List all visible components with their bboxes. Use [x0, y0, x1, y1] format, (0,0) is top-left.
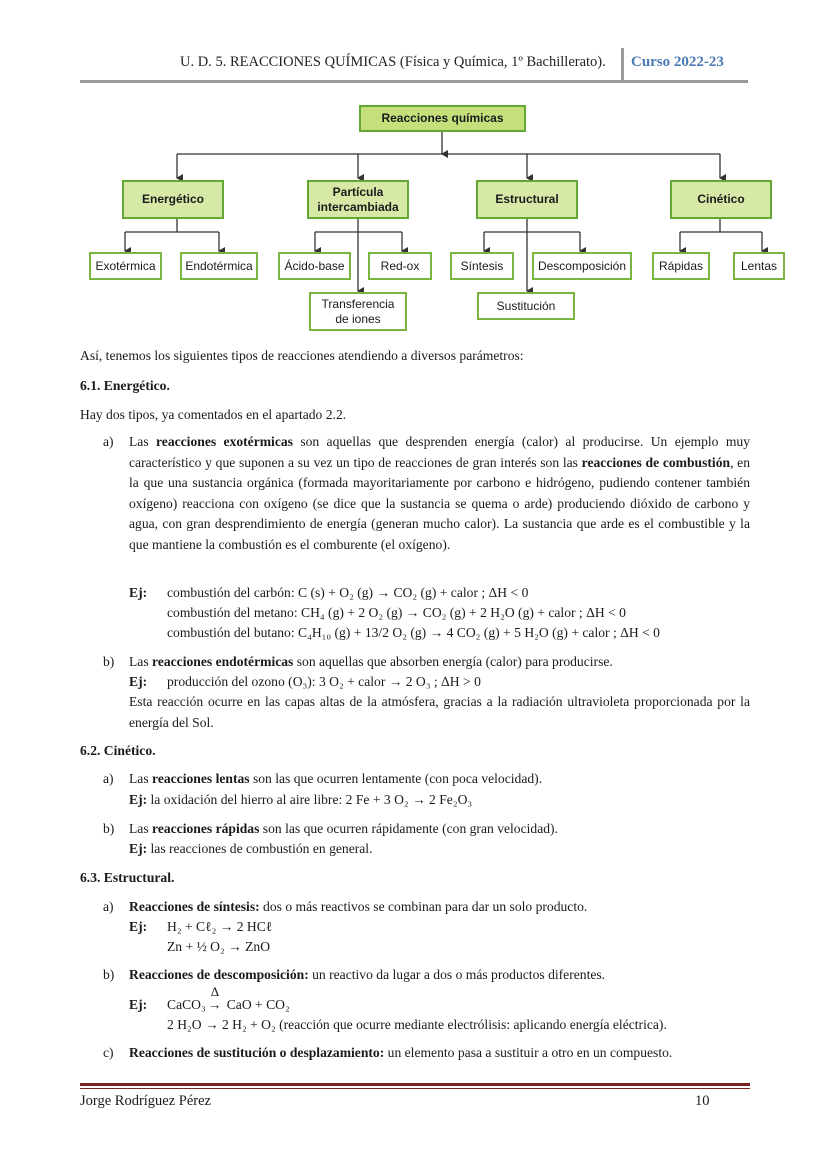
diagram-leaf-descomposicion: Descomposición	[532, 252, 632, 280]
diagram-node-estructural: Estructural	[476, 180, 578, 219]
item-marker: a)	[103, 899, 114, 914]
equation-caco3	[167, 984, 290, 1016]
diagram-leaf-endotermica: Endotérmica	[180, 252, 258, 280]
diagram-node-particula-line1: Partícula	[332, 185, 384, 200]
example-label: Ej:	[129, 919, 148, 934]
page-number: 10	[695, 1093, 710, 1109]
text-run: son las que ocurren lentamente (con poca velocidad).	[249, 771, 543, 786]
item-marker: a)	[103, 771, 114, 786]
section-6-2-heading: 6.2. Cinético.	[80, 743, 156, 758]
footer-author: Jorge Rodríguez Pérez	[80, 1093, 211, 1109]
header-course: Curso 2022-23	[631, 54, 724, 70]
term-endotermicas: reacciones endotérmicas	[152, 654, 294, 669]
diagram-leaf-transferencia-line2: de iones	[335, 311, 381, 326]
diagram-leaf-sintesis: Síntesis	[450, 252, 514, 280]
equation-methane: combustión del metano: CH₄ (g) + 2 O₂ (g) → CO₂ (g) + 2 H₂O (g) + calor ; ΔH < 0	[167, 605, 626, 620]
item-marker: b)	[103, 654, 115, 669]
footer-rule	[80, 1083, 750, 1086]
example-label: Ej:	[129, 674, 148, 689]
equation-ozone: producción del ozono (O₃): 3 O₂ + calor → 2 O₃ ; ΔH > 0	[167, 674, 481, 689]
equation-hcl: H₂ + Cℓ₂ → 2 HCℓ	[167, 919, 273, 934]
item-marker: c)	[103, 1045, 114, 1060]
term-combustion: reacciones de combustión	[581, 454, 731, 470]
slow-reactions-paragraph	[129, 769, 542, 790]
fast-reactions-example	[129, 839, 372, 860]
equation-electrolysis: 2 H₂O → 2 H₂ + O₂ (reacción que ocurre mediante electrólisis: aplicando energía eléctrica).	[167, 1017, 667, 1032]
decomposition-paragraph	[129, 965, 605, 986]
heat-arrow	[207, 984, 222, 1016]
slow-reactions-example	[129, 790, 472, 811]
diagram-leaf-transferencia	[309, 292, 407, 331]
example-label: Ej:	[129, 997, 148, 1012]
text-run: son aquellas que absorben energía (calor) para producirse.	[293, 654, 613, 669]
equation-carbon: combustión del carbón: C (s) + O₂ (g) → CO₂ (g) + calor ; ΔH < 0	[167, 585, 529, 600]
item-marker: b)	[103, 821, 115, 836]
equation-zno: Zn + ½ O₂ → ZnO	[167, 939, 271, 954]
diagram-leaf-red-ox: Red-ox	[368, 252, 432, 280]
text-run: Las	[129, 654, 153, 669]
text-run: , en la que una sustancia orgánica (formada mayoritariamente por carbono e hidrógeno, pudiendo contener también oxígeno) reacciona con oxígeno (se dice que la sustancia se quema o arde) produciendo dióxido de carbono y agua, con gran desprendimiento de energía (generan mucho calor). La sustancia que arde es el combustible y la que mantiene la combustión es el comburente (el oxígeno).	[129, 454, 751, 552]
equation-butane: combustión del butano: C₄H₁₀ (g) + 13/2 O₂ (g) → 4 CO₂ (g) + 5 H₂O (g) + calor ; ΔH < 0	[167, 625, 660, 640]
text-run: un reactivo da lugar a dos o más productos diferentes.	[308, 967, 606, 982]
diagram-root-node: Reacciones químicas	[359, 105, 526, 132]
example-label: Ej:	[129, 841, 148, 856]
diagram-leaf-sustitucion: Sustitución	[477, 292, 575, 320]
text-run: un elemento pasa a sustituir a otro en un compuesto.	[384, 1045, 673, 1060]
ozone-note: Esta reacción ocurre en las capas altas de la atmósfera, gracias a la radiación ultravioleta proporcionada por la energía del Sol.	[129, 694, 750, 730]
fast-reactions-paragraph	[129, 819, 558, 840]
text-run: Las	[129, 771, 153, 786]
diagram-leaf-transferencia-line1: Transferencia	[321, 297, 395, 312]
example-text: las reacciones de combustión en general.	[147, 841, 373, 856]
diagram-node-particula	[307, 180, 409, 219]
term-sintesis: Reacciones de síntesis:	[129, 899, 260, 914]
arrow-icon: →	[207, 997, 222, 1012]
equation-iron: la oxidación del hierro al aire libre: 2 Fe + 3 O₂ → 2 Fe₂O₃	[147, 792, 473, 807]
term-descomposicion: Reacciones de descomposición:	[129, 967, 309, 982]
section-6-3-heading: 6.3. Estructural.	[80, 870, 175, 885]
example-label: Ej:	[129, 585, 148, 600]
classification-diagram-connectors	[0, 0, 828, 340]
term-rapidas: reacciones rápidas	[152, 821, 260, 836]
diagram-leaf-acido-base: Ácido-base	[278, 252, 351, 280]
substitution-paragraph	[129, 1043, 672, 1064]
text-run: Las	[129, 434, 156, 449]
section-6-1-heading: 6.1. Energético.	[80, 378, 170, 393]
diagram-leaf-rapidas: Rápidas	[652, 252, 710, 280]
intro-paragraph: Así, tenemos los siguientes tipos de reacciones atendiendo a diversos parámetros:	[80, 348, 524, 363]
diagram-node-particula-line2: intercambiada	[317, 199, 399, 214]
endothermic-paragraph	[129, 652, 613, 673]
example-label: Ej:	[129, 792, 148, 807]
text-run: son las que ocurren rápidamente (con gran velocidad).	[259, 821, 558, 836]
footer-rule-thin	[80, 1088, 750, 1089]
term-exotermicas: reacciones exotérmicas	[156, 434, 293, 449]
text-run: CaCO₃	[167, 997, 206, 1012]
text-run: son aquellas que desprenden energía (calor) al producirse. Un ejemplo muy característico y que suponen a su vez un tipo de reacciones de gran interés son las	[129, 434, 751, 470]
diagram-node-energetico: Energético	[122, 180, 224, 219]
text-run: dos o más reactivos se combinan para dar un solo producto.	[259, 899, 588, 914]
term-sustitucion: Reacciones de sustitución o desplazamiento:	[129, 1045, 385, 1060]
exothermic-paragraph	[129, 432, 750, 556]
diagram-leaf-lentas: Lentas	[733, 252, 785, 280]
text-run: Las	[129, 821, 153, 836]
diagram-node-cinetico: Cinético	[670, 180, 772, 219]
term-lentas: reacciones lentas	[152, 771, 250, 786]
diagram-leaf-exotermica: Exotérmica	[89, 252, 162, 280]
item-marker: b)	[103, 967, 115, 982]
text-run: CaO + CO₂	[223, 997, 290, 1012]
synthesis-paragraph	[129, 897, 587, 918]
page-header-title: U. D. 5. REACCIONES QUÍMICAS (Física y Química, 1º Bachillerato).	[180, 54, 606, 70]
item-marker: a)	[103, 434, 114, 449]
section-6-1-intro: Hay dos tipos, ya comentados en el apartado 2.2.	[80, 407, 347, 422]
delta-symbol: Δ	[210, 984, 220, 999]
